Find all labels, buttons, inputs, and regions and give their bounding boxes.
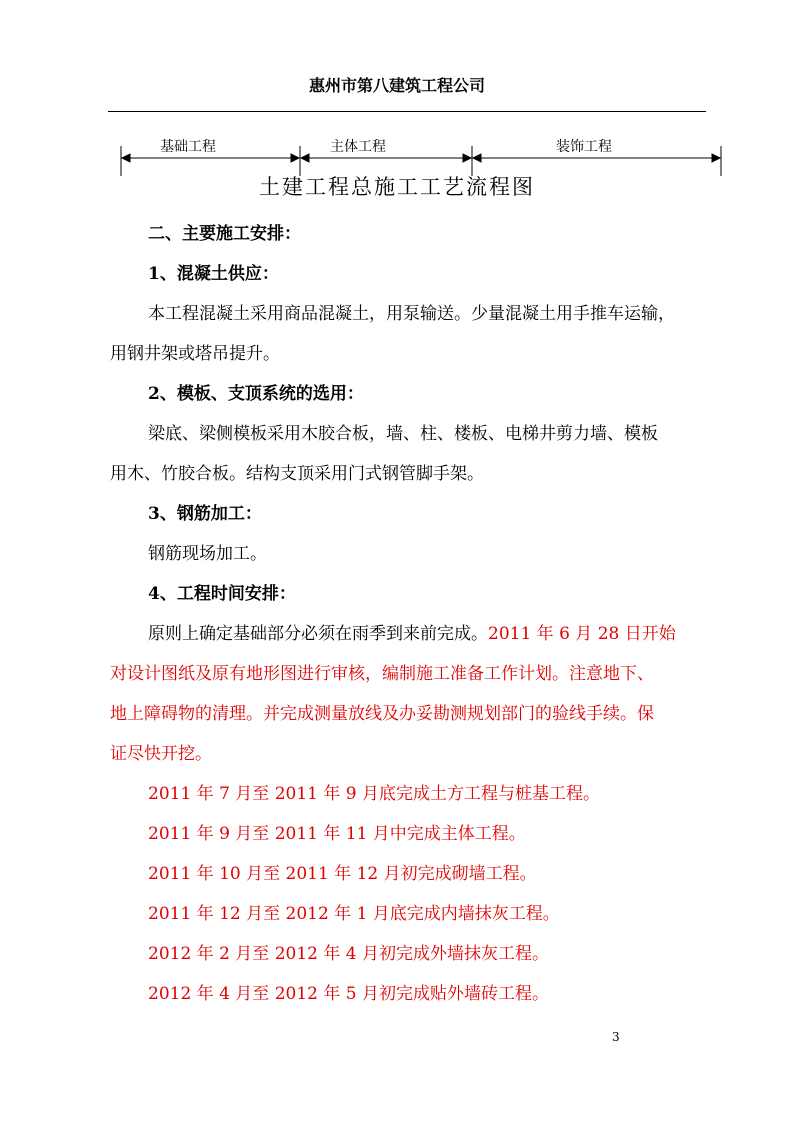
paragraph-line: 本工程混凝土采用商品混凝土，用泵输送。少量混凝土用手推车运输，	[148, 304, 675, 324]
schedule-line: 2011 年 12 月至 2012 年 1 月底完成内墙抹灰工程。	[148, 904, 560, 924]
paragraph-line: 地上障碍物的清理。并完成测量放线及办妥勘测规划部门的验线手续。保	[110, 704, 654, 724]
arrowhead	[463, 154, 471, 162]
item-heading-rebar: 3、钢筋加工：	[148, 504, 262, 524]
arrowhead	[291, 154, 299, 162]
start-date-text: 2011 年 6 月 28 日开始	[488, 624, 676, 644]
schedule-line: 2011 年 7 月至 2011 年 9 月底完成土方工程与桩基工程。	[148, 784, 600, 804]
paragraph-line: 梁底、梁侧模板采用木胶合板，墙、柱、楼板、电梯井剪力墙、模板	[148, 424, 658, 444]
phase-label-decoration: 装饰工程	[556, 139, 612, 155]
flow-chart-title: 土建工程总施工工艺流程图	[259, 175, 535, 199]
company-name: 惠州市第八建筑工程公司	[308, 76, 485, 95]
schedule-line: 2012 年 4 月至 2012 年 5 月初完成贴外墙砖工程。	[148, 984, 549, 1004]
item-heading-schedule: 4、工程时间安排：	[148, 584, 296, 604]
paragraph-line: 用钢井架或塔吊提升。	[110, 344, 280, 364]
schedule-line: 2012 年 2 月至 2012 年 4 月初完成外墙抹灰工程。	[148, 944, 549, 964]
arrowhead	[712, 154, 720, 162]
paragraph-line: 钢筋现场加工。	[148, 544, 267, 564]
phase-timeline	[0, 0, 794, 200]
arrowhead	[473, 154, 481, 162]
page-number: 3	[612, 1030, 620, 1044]
schedule-line: 2011 年 9 月至 2011 年 11 月中完成主体工程。	[148, 824, 526, 844]
intro-text: 原则上确定基础部分必须在雨季到来前完成。	[148, 624, 488, 644]
phase-label-foundation: 基础工程	[160, 139, 216, 155]
paragraph-line	[148, 619, 676, 644]
arrowhead	[122, 154, 130, 162]
paragraph-line: 用木、竹胶合板。结构支顶采用门式钢管脚手架。	[110, 464, 484, 484]
paragraph-line: 对设计图纸及原有地形图进行审核，编制施工准备工作计划。注意地下、	[110, 664, 654, 684]
section-heading: 二、主要施工安排：	[148, 224, 301, 244]
arrowhead	[301, 154, 309, 162]
item-heading-formwork: 2、模板、支顶系统的选用：	[148, 384, 364, 404]
schedule-line: 2011 年 10 月至 2011 年 12 月初完成砌墙工程。	[148, 864, 537, 884]
phase-label-structure: 主体工程	[330, 139, 386, 155]
paragraph-line: 证尽快开挖。	[110, 744, 212, 764]
item-heading-concrete: 1、混凝土供应：	[148, 264, 279, 284]
